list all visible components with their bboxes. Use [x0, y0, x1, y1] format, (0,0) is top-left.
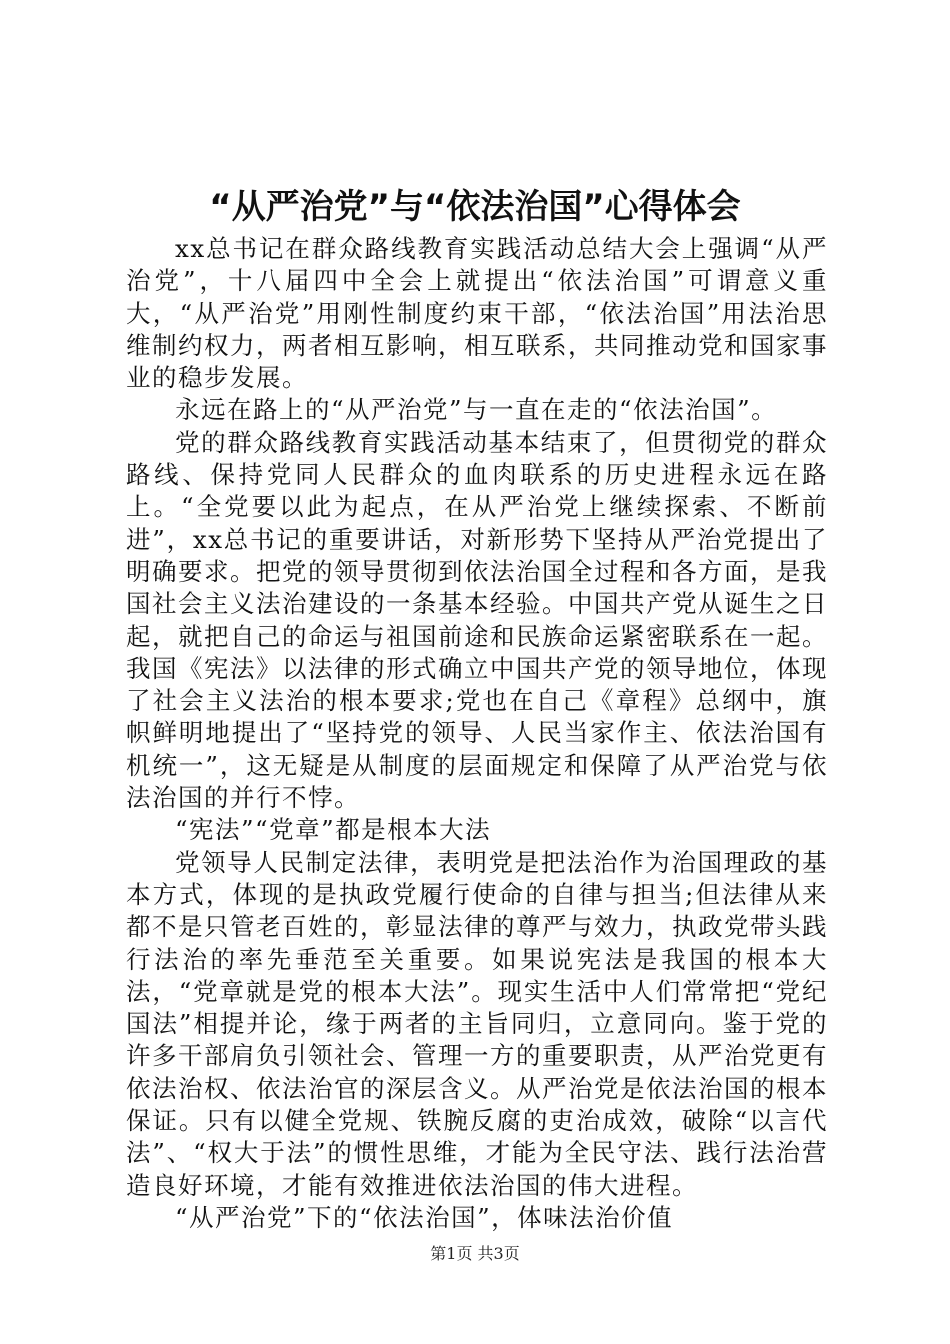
paragraph-intro: xx总书记在群众路线教育实践活动总结大会上强调“从严治党”，十八届四中全会上就提出“依法治国”可谓意义重大，“从严治党”用刚性制度约束干部，“依法治国”用法治思维制约权力，两者相互影响，相互联系，共同推动党和国家事业的稳步发展。	[126, 234, 828, 393]
paragraph-section-1: 党的群众路线教育实践活动基本结束了，但贯彻党的群众路线、保持党同人民群众的血肉联系的历史进程永远在路上。“全党要以此为起点，在从严治党上继续探索、不断前进”，xx总书记的重要讲话，对新形势下坚持从严治党提出了明确要求。把党的领导贯彻到依法治国全过程和各方面，是我国社会主义法治建设的一条基本经验。中国共产党从诞生之日起，就把自己的命运与祖国前途和民族命运紧密联系在一起。我国《宪法》以法律的形式确立中国共产党的领导地位，体现了社会主义法治的根本要求;党也在自己《章程》总纲中，旗帜鲜明地提出了“坚持党的领导、人民当家作主、依法治国有机统一”，这无疑是从制度的层面规定和保障了从严治党与依法治国的并行不悖。	[126, 427, 828, 813]
section-heading-3: “从严治党”下的“依法治国”，体味法治价值	[175, 1202, 674, 1232]
document-body	[126, 233, 828, 1234]
section-heading-2: “宪法”“党章”都是根本大法	[175, 815, 492, 845]
section-heading-1: 永远在路上的“从严治党”与一直在走的“依法治国”。	[175, 395, 778, 425]
document-title: “从严治党”与“依法治国”心得体会	[209, 187, 741, 227]
page-number-footer: 第1页 共3页	[430, 1244, 520, 1263]
paragraph-section-2: 党领导人民制定法律，表明党是把法治作为治国理政的基本方式，体现的是执政党履行使命的自律与担当;但法律从来都不是只管老百姓的，彰显法律的尊严与效力，执政党带头践行法治的率先垂范至关重要。如果说宪法是我国的根本大法，“党章就是党的根本大法”。现实生活中人们常常把“党纪国法”相提并论，缘于两者的主旨同归，立意同向。鉴于党的许多干部肩负引领社会、管理一方的重要职责，从严治党更有依法治权、依法治官的深层含义。从严治党是依法治国的根本保证。只有以健全党规、铁腕反腐的吏治成效，破除“以言代法”、“权大于法”的惯性思维，才能为全民守法、践行法治营造良好环境，才能有效推进依法治国的伟大进程。	[126, 847, 828, 1200]
